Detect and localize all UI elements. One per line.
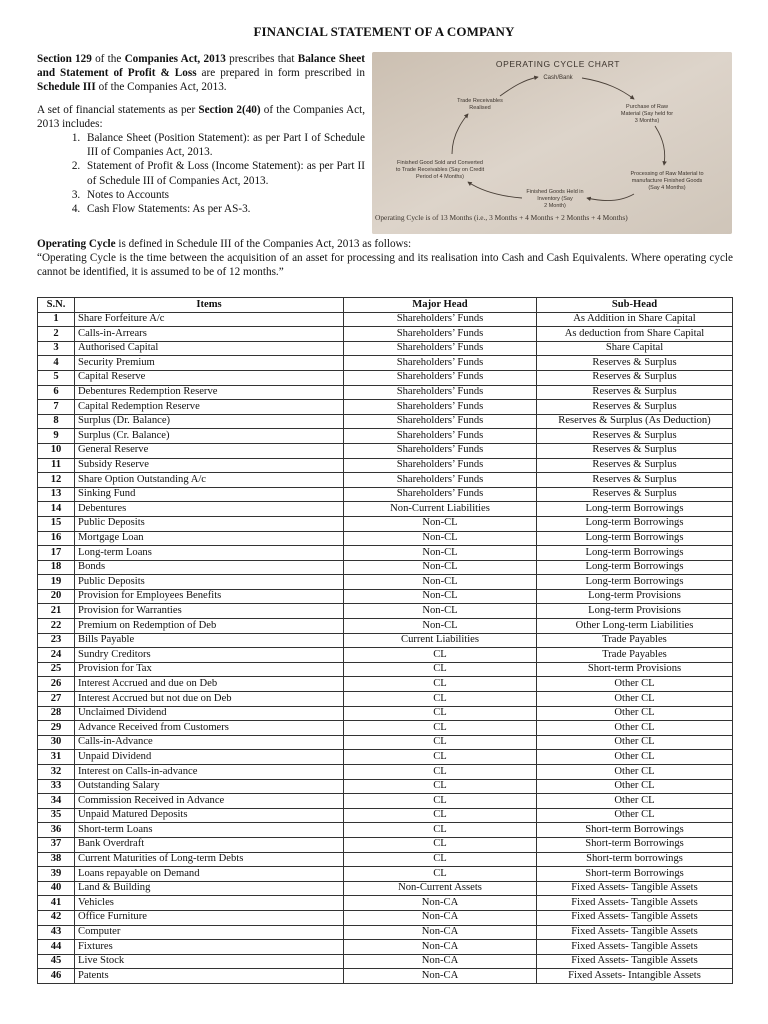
cell-item: Unpaid Dividend bbox=[75, 750, 344, 765]
node-line: 3 Months) bbox=[634, 118, 660, 124]
cell-sub-head: Long-term Borrowings bbox=[537, 531, 733, 546]
cell-major-head: Non-Current Assets bbox=[344, 881, 537, 896]
cell-sn: 25 bbox=[38, 662, 75, 677]
cell-sn: 19 bbox=[38, 575, 75, 590]
cell-sn: 45 bbox=[38, 954, 75, 969]
cell-major-head: Shareholders’ Funds bbox=[344, 473, 537, 488]
table-row bbox=[38, 940, 733, 955]
table-row bbox=[38, 969, 733, 984]
table-row bbox=[38, 604, 733, 619]
cell-sub-head: Long-term Borrowings bbox=[537, 560, 733, 575]
cell-sn: 12 bbox=[38, 473, 75, 488]
table-row bbox=[38, 852, 733, 867]
cell-item: Bank Overdraft bbox=[75, 837, 344, 852]
cell-sn: 40 bbox=[38, 881, 75, 896]
text-run: A set of financial statements as per bbox=[37, 103, 199, 116]
cell-sub-head: Other CL bbox=[537, 750, 733, 765]
header-sn: S.N. bbox=[38, 298, 75, 313]
cell-item: Bonds bbox=[75, 560, 344, 575]
cell-item: Security Premium bbox=[75, 356, 344, 371]
table-row bbox=[38, 706, 733, 721]
cell-major-head: Non-CL bbox=[344, 589, 537, 604]
cell-sn: 5 bbox=[38, 370, 75, 385]
cell-sub-head: Other CL bbox=[537, 808, 733, 823]
cell-sn: 22 bbox=[38, 619, 75, 634]
cell-sn: 4 bbox=[38, 356, 75, 371]
cell-sub-head: Other CL bbox=[537, 692, 733, 707]
operating-cycle-quote: “Operating Cycle is the time between the acquisition of an asset for processing and its realisation into Cash and Cash Equivalents. Where operating cycle cannot be identified, it is assumed to be of 12 months.” bbox=[37, 252, 733, 279]
cell-sn: 20 bbox=[38, 589, 75, 604]
text-run: of the bbox=[91, 53, 125, 65]
cell-item: Debentures bbox=[75, 502, 344, 517]
table-row bbox=[38, 779, 733, 794]
table-row bbox=[38, 575, 733, 590]
operating-cycle-section bbox=[37, 237, 733, 280]
cell-sn: 7 bbox=[38, 400, 75, 415]
cell-sn: 23 bbox=[38, 633, 75, 648]
table-row bbox=[38, 458, 733, 473]
cell-sn: 35 bbox=[38, 808, 75, 823]
cell-major-head: Non-CA bbox=[344, 954, 537, 969]
cell-sub-head: Reserves & Surplus bbox=[537, 473, 733, 488]
table-row bbox=[38, 429, 733, 444]
cell-sub-head: Long-term Borrowings bbox=[537, 502, 733, 517]
list-item: 3. Notes to Accounts bbox=[83, 188, 365, 202]
table-row bbox=[38, 867, 733, 882]
node-line: Processing of Raw Material to bbox=[630, 171, 704, 177]
node-line: Period of 4 Months) bbox=[416, 174, 464, 180]
table-row bbox=[38, 341, 733, 356]
cell-major-head: CL bbox=[344, 735, 537, 750]
cell-sn: 46 bbox=[38, 969, 75, 984]
cell-item: Commission Received in Advance bbox=[75, 794, 344, 809]
cell-sn: 31 bbox=[38, 750, 75, 765]
text-run: is defined in Schedule III of the Companies Act, 2013 as follows: bbox=[115, 238, 412, 250]
cell-sub-head: Share Capital bbox=[537, 341, 733, 356]
cell-sub-head: Trade Payables bbox=[537, 633, 733, 648]
operating-cycle-term: Operating Cycle bbox=[37, 238, 116, 250]
cell-sn: 29 bbox=[38, 721, 75, 736]
cell-sn: 13 bbox=[38, 487, 75, 502]
cell-sub-head: Other Long-term Liabilities bbox=[537, 619, 733, 634]
cell-major-head: CL bbox=[344, 648, 537, 663]
cell-item: Interest Accrued but not due on Deb bbox=[75, 692, 344, 707]
statements-list bbox=[37, 131, 365, 216]
cell-major-head: CL bbox=[344, 794, 537, 809]
cell-sn: 42 bbox=[38, 910, 75, 925]
cell-major-head: CL bbox=[344, 808, 537, 823]
cell-item: Share Forfeiture A/c bbox=[75, 312, 344, 327]
intro-paragraph-section-129 bbox=[37, 52, 365, 95]
cell-item: Short-term Loans bbox=[75, 823, 344, 838]
cell-sn: 43 bbox=[38, 925, 75, 940]
cell-sn: 8 bbox=[38, 414, 75, 429]
header-sub-head: Sub-Head bbox=[537, 298, 733, 313]
cell-sn: 9 bbox=[38, 429, 75, 444]
cell-item: Loans repayable on Demand bbox=[75, 867, 344, 882]
cell-item: Current Maturities of Long-term Debts bbox=[75, 852, 344, 867]
cell-item: Provision for Warranties bbox=[75, 604, 344, 619]
chart-footer: Operating Cycle is of 13 Months (i.e., 3 Months + 4 Months + 2 Months + 4 Months) bbox=[375, 213, 628, 222]
cell-major-head: CL bbox=[344, 823, 537, 838]
cell-major-head: Shareholders’ Funds bbox=[344, 370, 537, 385]
cell-sn: 44 bbox=[38, 940, 75, 955]
cell-sn: 17 bbox=[38, 546, 75, 561]
cell-sub-head: As Addition in Share Capital bbox=[537, 312, 733, 327]
companies-act-ref: Companies Act, 2013 bbox=[124, 53, 226, 65]
major-heads-table bbox=[37, 297, 733, 984]
table-row bbox=[38, 516, 733, 531]
statements-ref: Balance Sheet and Statement of Profit & Loss bbox=[37, 53, 365, 80]
list-item: 2. Statement of Profit & Loss (Income Statement): as per Part II of Schedule III of Companies Act, 2013. bbox=[83, 159, 365, 187]
cell-sn: 15 bbox=[38, 516, 75, 531]
cell-sub-head: Long-term Provisions bbox=[537, 604, 733, 619]
operating-cycle-chart-photo bbox=[372, 52, 732, 234]
cell-major-head: CL bbox=[344, 867, 537, 882]
table-row bbox=[38, 765, 733, 780]
node-line: Trade Receivables bbox=[457, 98, 503, 104]
cell-sub-head: Fixed Assets- Tangible Assets bbox=[537, 896, 733, 911]
schedule-iii-ref: Schedule III bbox=[37, 81, 96, 94]
table-row bbox=[38, 677, 733, 692]
cell-sn: 3 bbox=[38, 341, 75, 356]
cell-sub-head: Long-term Borrowings bbox=[537, 516, 733, 531]
cell-sub-head: Other CL bbox=[537, 735, 733, 750]
text-run: are prepared in form prescribed in bbox=[196, 67, 366, 80]
table-row bbox=[38, 443, 733, 458]
header-major-head: Major Head bbox=[344, 298, 537, 313]
cell-sub-head: As deduction from Share Capital bbox=[537, 327, 733, 342]
cell-sub-head: Trade Payables bbox=[537, 648, 733, 663]
cell-major-head: Non-CL bbox=[344, 546, 537, 561]
cell-item: Surplus (Dr. Balance) bbox=[75, 414, 344, 429]
cell-sub-head: Other CL bbox=[537, 677, 733, 692]
operating-cycle-chart bbox=[372, 52, 732, 234]
cell-sn: 30 bbox=[38, 735, 75, 750]
cell-major-head: Non-CL bbox=[344, 575, 537, 590]
cell-sn: 41 bbox=[38, 896, 75, 911]
header-items: Items bbox=[75, 298, 344, 313]
cell-sub-head: Reserves & Surplus bbox=[537, 443, 733, 458]
text-run: prescribes that bbox=[225, 53, 298, 65]
cell-major-head: CL bbox=[344, 765, 537, 780]
table-row bbox=[38, 954, 733, 969]
node-line: Material (Say held for bbox=[620, 111, 674, 117]
cell-sub-head: Fixed Assets- Tangible Assets bbox=[537, 881, 733, 896]
cell-sub-head: Fixed Assets- Tangible Assets bbox=[537, 954, 733, 969]
table-row bbox=[38, 837, 733, 852]
page-title: FINANCIAL STATEMENT OF A COMPANY bbox=[253, 24, 515, 39]
operating-cycle-definition bbox=[37, 237, 733, 251]
table-row bbox=[38, 808, 733, 823]
cell-major-head: CL bbox=[344, 750, 537, 765]
table-row bbox=[38, 910, 733, 925]
cell-item: Vehicles bbox=[75, 896, 344, 911]
cell-sn: 36 bbox=[38, 823, 75, 838]
cell-sn: 37 bbox=[38, 837, 75, 852]
node-line: Finished Good Sold and Converted bbox=[397, 160, 483, 166]
cell-major-head: Non-CA bbox=[344, 896, 537, 911]
list-item: 1. Balance Sheet (Position Statement): as per Part I of Schedule III of Companies Act, 2013. bbox=[83, 131, 365, 159]
table-row bbox=[38, 502, 733, 517]
node-line: Inventory (Say bbox=[537, 196, 573, 202]
cell-item: Subsidy Reserve bbox=[75, 458, 344, 473]
section-129-ref: Section 129 bbox=[37, 53, 92, 65]
table-row bbox=[38, 633, 733, 648]
cell-major-head: CL bbox=[344, 837, 537, 852]
cell-sn: 39 bbox=[38, 867, 75, 882]
table-row bbox=[38, 589, 733, 604]
cell-major-head: Shareholders’ Funds bbox=[344, 356, 537, 371]
cell-major-head: Non-CA bbox=[344, 969, 537, 984]
cell-major-head: CL bbox=[344, 779, 537, 794]
table-header-row bbox=[38, 298, 733, 313]
cell-item: Unpaid Matured Deposits bbox=[75, 808, 344, 823]
cell-item: Provision for Tax bbox=[75, 662, 344, 677]
cell-major-head: CL bbox=[344, 852, 537, 867]
table-body bbox=[38, 312, 733, 983]
cell-major-head: CL bbox=[344, 692, 537, 707]
cell-item: Debentures Redemption Reserve bbox=[75, 385, 344, 400]
cell-major-head: CL bbox=[344, 721, 537, 736]
cell-major-head: Non-CL bbox=[344, 560, 537, 575]
cell-major-head: Shareholders’ Funds bbox=[344, 443, 537, 458]
table-row bbox=[38, 896, 733, 911]
table-row bbox=[38, 487, 733, 502]
cell-sub-head: Long-term Borrowings bbox=[537, 546, 733, 561]
table-row bbox=[38, 356, 733, 371]
node-line: Finished Goods Held in bbox=[526, 189, 584, 195]
node-line: to Trade Receivables (Say on Credit bbox=[395, 167, 485, 173]
cell-sn: 6 bbox=[38, 385, 75, 400]
cell-sn: 28 bbox=[38, 706, 75, 721]
cell-major-head: Current Liabilities bbox=[344, 633, 537, 648]
cell-major-head: Non-Current Liabilities bbox=[344, 502, 537, 517]
cell-sub-head: Short-term Borrowings bbox=[537, 837, 733, 852]
text-run: of the Companies Act, 2013. bbox=[95, 81, 227, 94]
cell-sub-head: Fixed Assets- Intangible Assets bbox=[537, 969, 733, 984]
node-line: manufacture Finished Goods bbox=[631, 178, 703, 184]
cell-sn: 16 bbox=[38, 531, 75, 546]
table-row bbox=[38, 531, 733, 546]
cell-item: Calls-in-Arrears bbox=[75, 327, 344, 342]
cell-item: Calls-in-Advance bbox=[75, 735, 344, 750]
cell-item: Authorised Capital bbox=[75, 341, 344, 356]
table-row bbox=[38, 370, 733, 385]
cell-sub-head: Short-term Borrowings bbox=[537, 823, 733, 838]
cell-sub-head: Other CL bbox=[537, 706, 733, 721]
cell-sub-head: Fixed Assets- Tangible Assets bbox=[537, 940, 733, 955]
cell-major-head: Non-CL bbox=[344, 604, 537, 619]
cell-item: Long-term Loans bbox=[75, 546, 344, 561]
table-row bbox=[38, 546, 733, 561]
cell-sub-head: Reserves & Surplus bbox=[537, 429, 733, 444]
cell-item: General Reserve bbox=[75, 443, 344, 458]
cell-major-head: Shareholders’ Funds bbox=[344, 414, 537, 429]
cell-sub-head: Reserves & Surplus bbox=[537, 370, 733, 385]
cell-sn: 2 bbox=[38, 327, 75, 342]
table-row bbox=[38, 414, 733, 429]
table-row bbox=[38, 925, 733, 940]
table-row bbox=[38, 648, 733, 663]
cell-sub-head: Short-term Borrowings bbox=[537, 867, 733, 882]
chart-title: OPERATING CYCLE CHART bbox=[495, 59, 621, 69]
cell-sub-head: Reserves & Surplus bbox=[537, 385, 733, 400]
cell-major-head: CL bbox=[344, 662, 537, 677]
cell-major-head: Shareholders’ Funds bbox=[344, 487, 537, 502]
cell-item: Advance Received from Customers bbox=[75, 721, 344, 736]
node-line: Realised bbox=[469, 105, 491, 111]
cell-major-head: Non-CL bbox=[344, 531, 537, 546]
cell-item: Sinking Fund bbox=[75, 487, 344, 502]
section-2-40-ref: Section 2(40) bbox=[198, 103, 261, 116]
cell-sub-head: Long-term Provisions bbox=[537, 589, 733, 604]
table-row bbox=[38, 312, 733, 327]
cell-item: Public Deposits bbox=[75, 516, 344, 531]
node-line: Purchase of Raw bbox=[626, 104, 668, 110]
cell-sn: 34 bbox=[38, 794, 75, 809]
cell-major-head: Non-CL bbox=[344, 516, 537, 531]
cell-item: Patents bbox=[75, 969, 344, 984]
cell-major-head: Shareholders’ Funds bbox=[344, 341, 537, 356]
cell-sub-head: Reserves & Surplus (As Deduction) bbox=[537, 414, 733, 429]
cell-sub-head: Reserves & Surplus bbox=[537, 487, 733, 502]
cell-major-head: CL bbox=[344, 706, 537, 721]
table-row bbox=[38, 327, 733, 342]
text-run: of the Companies Act, 2013 includes: bbox=[37, 103, 365, 130]
node-cash-bank: Cash/Bank bbox=[543, 75, 573, 81]
cell-major-head: Shareholders’ Funds bbox=[344, 429, 537, 444]
table-row bbox=[38, 385, 733, 400]
cell-major-head: Shareholders’ Funds bbox=[344, 312, 537, 327]
node-line: 2 Month) bbox=[544, 203, 566, 209]
cell-item: Interest on Calls-in-advance bbox=[75, 765, 344, 780]
cell-major-head: Non-CA bbox=[344, 925, 537, 940]
cell-sub-head: Long-term Borrowings bbox=[537, 575, 733, 590]
cell-sub-head: Fixed Assets- Tangible Assets bbox=[537, 925, 733, 940]
table-row bbox=[38, 721, 733, 736]
cell-item: Premium on Redemption of Deb bbox=[75, 619, 344, 634]
cell-major-head: Non-CA bbox=[344, 940, 537, 955]
cell-sub-head: Short-term Provisions bbox=[537, 662, 733, 677]
cell-sn: 10 bbox=[38, 443, 75, 458]
cell-item: Land & Building bbox=[75, 881, 344, 896]
cell-sub-head: Other CL bbox=[537, 721, 733, 736]
cell-item: Fixtures bbox=[75, 940, 344, 955]
table-row bbox=[38, 619, 733, 634]
cell-major-head: Non-CA bbox=[344, 910, 537, 925]
cell-sn: 14 bbox=[38, 502, 75, 517]
table-row bbox=[38, 794, 733, 809]
cell-major-head: Non-CL bbox=[344, 619, 537, 634]
table-row bbox=[38, 662, 733, 677]
intro-paragraph-section-2-40 bbox=[37, 103, 365, 131]
cell-sub-head: Reserves & Surplus bbox=[537, 458, 733, 473]
cell-item: Capital Redemption Reserve bbox=[75, 400, 344, 415]
cell-sub-head: Other CL bbox=[537, 765, 733, 780]
table-row bbox=[38, 400, 733, 415]
cell-item: Bills Payable bbox=[75, 633, 344, 648]
cell-item: Unclaimed Dividend bbox=[75, 706, 344, 721]
table-row bbox=[38, 560, 733, 575]
cell-item: Mortgage Loan bbox=[75, 531, 344, 546]
cell-sn: 11 bbox=[38, 458, 75, 473]
cell-sub-head: Reserves & Surplus bbox=[537, 356, 733, 371]
cell-sub-head: Other CL bbox=[537, 779, 733, 794]
cell-sn: 18 bbox=[38, 560, 75, 575]
node-line: (Say 4 Months) bbox=[648, 185, 686, 191]
cell-item: Public Deposits bbox=[75, 575, 344, 590]
cell-item: Computer bbox=[75, 925, 344, 940]
cell-major-head: Shareholders’ Funds bbox=[344, 327, 537, 342]
cell-item: Sundry Creditors bbox=[75, 648, 344, 663]
cell-item: Live Stock bbox=[75, 954, 344, 969]
table-row bbox=[38, 750, 733, 765]
cell-item: Outstanding Salary bbox=[75, 779, 344, 794]
cell-sub-head: Reserves & Surplus bbox=[537, 400, 733, 415]
cell-major-head: Shareholders’ Funds bbox=[344, 400, 537, 415]
cell-item: Surplus (Cr. Balance) bbox=[75, 429, 344, 444]
cell-item: Capital Reserve bbox=[75, 370, 344, 385]
cell-item: Provision for Employees Benefits bbox=[75, 589, 344, 604]
cell-sn: 32 bbox=[38, 765, 75, 780]
cell-sub-head: Other CL bbox=[537, 794, 733, 809]
cell-sn: 27 bbox=[38, 692, 75, 707]
intro-section bbox=[37, 52, 365, 216]
table-row bbox=[38, 692, 733, 707]
cell-item: Interest Accrued and due on Deb bbox=[75, 677, 344, 692]
cell-sn: 26 bbox=[38, 677, 75, 692]
table-row bbox=[38, 881, 733, 896]
cell-sn: 38 bbox=[38, 852, 75, 867]
cell-major-head: Shareholders’ Funds bbox=[344, 385, 537, 400]
cell-sn: 1 bbox=[38, 312, 75, 327]
cell-item: Share Option Outstanding A/c bbox=[75, 473, 344, 488]
table-row bbox=[38, 473, 733, 488]
cell-sn: 33 bbox=[38, 779, 75, 794]
cell-major-head: Shareholders’ Funds bbox=[344, 458, 537, 473]
table-row bbox=[38, 735, 733, 750]
cell-sub-head: Fixed Assets- Tangible Assets bbox=[537, 910, 733, 925]
cell-item: Office Furniture bbox=[75, 910, 344, 925]
cell-major-head: CL bbox=[344, 677, 537, 692]
table-row bbox=[38, 823, 733, 838]
cell-sub-head: Short-term borrowings bbox=[537, 852, 733, 867]
list-item: 4. Cash Flow Statements: As per AS-3. bbox=[83, 202, 365, 216]
cell-sn: 24 bbox=[38, 648, 75, 663]
cell-sn: 21 bbox=[38, 604, 75, 619]
